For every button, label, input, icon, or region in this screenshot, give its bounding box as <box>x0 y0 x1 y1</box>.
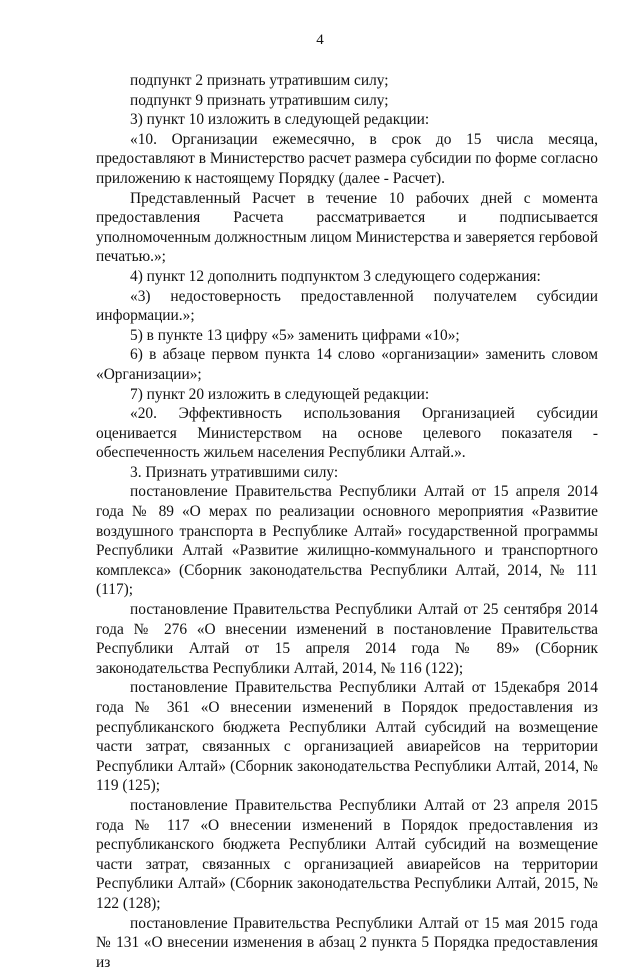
paragraph: «10. Организации ежемесячно, в срок до 15 числа месяца, предоставляют в Министерство расчет размера субсидии по форме согласно приложению к настоящему Порядку (далее - Расчет). <box>96 130 598 187</box>
paragraph: 6) в абзаце первом пункта 14 слово «организации» заменить словом «Организации»; <box>96 346 598 383</box>
paragraph: постановление Правительства Республики Алтай от 23 апреля 2015 года № 117 «О внесении изменений в Порядок предоставления из республиканского бюджета Республики Алтай субсидий на возмещение части затрат, связанных с организацией авиарейсов на территории Республики Алтай» (Сборник законодательства Республики Алтай, 2015, № 122 (128); <box>96 796 598 912</box>
paragraph: постановление Правительства Республики Алтай от 15 мая 2015 года № 131 «О внесении изменения в абзац 2 пункта 5 Порядка предоставления из <box>96 914 598 971</box>
paragraph: подпункт 9 признать утратившим силу; <box>130 91 389 109</box>
paragraph: 7) пункт 20 изложить в следующей редакции: <box>130 385 430 403</box>
paragraph: «3) недостоверность предоставленной получателем субсидии информации.»; <box>96 287 598 325</box>
paragraph: подпункт 2 признать утратившим силу; <box>130 72 389 89</box>
paragraph: постановление Правительства Республики Алтай от 25 сентября 2014 года № 276 «О внесении изменений в постановление Правительства Республики Алтай от 15 апреля 2014 года № 89» (Сборник законодательства Республики Алтай, 2014, № 116 (122); <box>96 601 598 677</box>
paragraph: 3) пункт 10 изложить в следующей редакции: <box>130 111 430 129</box>
paragraph: Представленный Расчет в течение 10 рабочих дней с момента предоставления Расчета рассматривается и подписывается уполномоченным должностным лицом Министерства и заверяется гербовой печатью.»; <box>96 189 598 266</box>
paragraph: 4) пункт 12 дополнить подпунктом 3 следующего содержания: <box>130 267 541 285</box>
paragraph: постановление Правительства Республики Алтай от 15 апреля 2014 года № 89 «О мерах по реализации основного мероприятия «Развитие воздушного транспорта в Республике Алтай» государственной программы Республики Алтай «Развитие жилищно-коммунального и транспортного комплекса» (Сборник законодательства Республики Алтай, 2014, № 111 (117); <box>96 483 598 599</box>
paragraph: «20. Эффективность использования Организацией субсидии оценивается Министерством на основе целевого показателя - обеспеченность жильем населения Республики Алтай.». <box>96 405 598 462</box>
paragraph: постановление Правительства Республики Алтай от 15декабря 2014 года № 361 «О внесении изменений в Порядок предоставления из республиканского бюджета Республики Алтай субсидий на возмещение части затрат, связанных с организацией авиарейсов на территории Республики Алтай» (Сборник законодательства Республики Алтай, 2014, № 119 (125); <box>96 679 598 795</box>
paragraph: 5) в пункте 13 цифру «5» заменить цифрами «10»; <box>130 326 460 344</box>
paragraph: 3. Признать утратившими силу: <box>130 463 339 481</box>
page-number: 4 <box>316 32 324 48</box>
document-body <box>96 71 598 972</box>
